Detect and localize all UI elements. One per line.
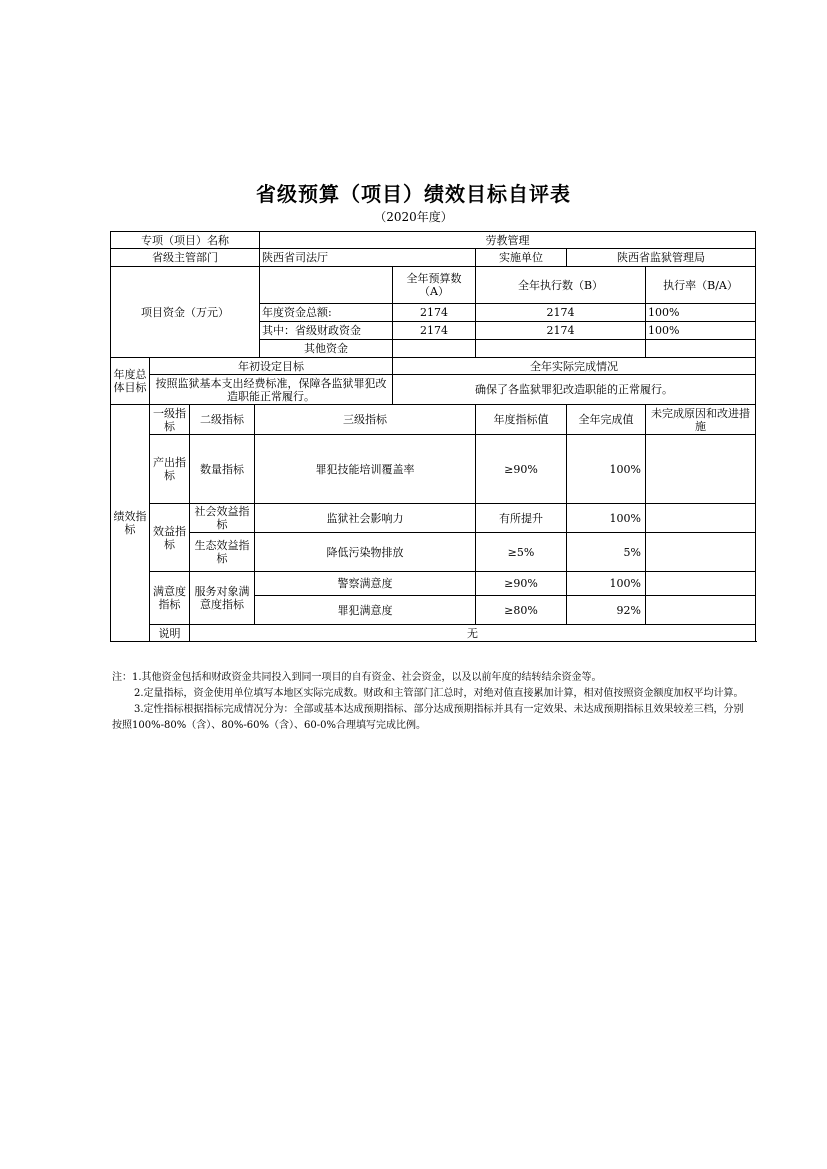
goal-set-header: 年初设定目标	[150, 358, 393, 375]
social-target: 有所提升	[476, 504, 567, 533]
exec-header: 全年执行数（B）	[476, 267, 646, 304]
target-header: 年度指标值	[476, 405, 567, 435]
goal-done-header: 全年实际完成情况	[393, 358, 756, 375]
funds-blank	[260, 267, 393, 304]
table-row	[111, 572, 756, 596]
satisfaction-label: 满意度指标	[150, 572, 190, 625]
table-row	[111, 375, 756, 405]
lvl3-header: 三级指标	[255, 405, 476, 435]
footnote-1: 注：1.其他资金包括和财政资金共同投入到同一项目的自有资金、社会资金，以及以前年度的结转结余资金等。	[112, 672, 602, 683]
note-label: 说明	[150, 625, 190, 642]
footnotes	[112, 670, 752, 734]
table-row	[111, 267, 756, 304]
eco-reason	[646, 533, 756, 572]
prisoner-item: 罪犯满意度	[255, 596, 476, 625]
table-row	[111, 405, 756, 435]
goal-label: 年度总体目标	[111, 358, 150, 405]
prisoner-target: ≥80%	[476, 596, 567, 625]
table-row	[111, 504, 756, 533]
social-item: 监狱社会影响力	[255, 504, 476, 533]
goal-set: 按照监狱基本支出经费标准，保障各监狱罪犯改造职能正常履行。	[150, 375, 393, 405]
output-label: 产出指标	[150, 435, 190, 504]
project-name-label: 专项（项目）名称	[111, 232, 260, 249]
lvl2-header: 二级指标	[190, 405, 255, 435]
project-name-value: 劳教管理	[260, 232, 756, 249]
quantity-label: 数量指标	[190, 435, 255, 504]
quantity-target: ≥90%	[476, 435, 567, 504]
table-row	[111, 232, 756, 249]
reason-header: 未完成原因和改进措施	[646, 405, 756, 435]
social-actual: 100%	[567, 504, 646, 533]
other-exec	[476, 340, 646, 358]
benefit-label: 效益指标	[150, 504, 190, 572]
social-label: 社会效益指标	[190, 504, 255, 533]
total-rate: 100%	[646, 304, 756, 322]
page-title: 省级预算（项目）绩效目标自评表	[256, 182, 571, 206]
actual-header: 全年完成值	[567, 405, 646, 435]
perf-label: 绩效指标	[111, 405, 150, 642]
quantity-reason	[646, 435, 756, 504]
table-row	[111, 358, 756, 375]
total-label: 年度资金总额:	[260, 304, 393, 322]
police-actual: 100%	[567, 572, 646, 596]
rate-header: 执行率（B/A）	[646, 267, 756, 304]
table-row	[111, 435, 756, 504]
dept-label: 省级主管部门	[111, 249, 260, 267]
eco-target: ≥5%	[476, 533, 567, 572]
footnote-3: 3.定性指标根据指标完成情况分为：全部或基本达成预期指标、部分达成预期指标并具有一定效果、未达成预期指标且效果较差三档，分别按照100%-80%（含）、80%-60%（含）、60-0%合理填写完成比例。	[112, 704, 744, 731]
eco-item: 降低污染物排放	[255, 533, 476, 572]
prisoner-actual: 92%	[567, 596, 646, 625]
total-exec: 2174	[476, 304, 646, 322]
quantity-actual: 100%	[567, 435, 646, 504]
note-value: 无	[190, 625, 756, 642]
page-subtitle: （2020年度）	[374, 210, 453, 224]
police-reason	[646, 572, 756, 596]
impl-label: 实施单位	[476, 249, 567, 267]
social-reason	[646, 504, 756, 533]
funds-label: 项目资金（万元）	[111, 267, 260, 358]
lvl1-header: 一级指标	[150, 405, 190, 435]
self-evaluation-table	[110, 231, 756, 642]
other-rate	[646, 340, 756, 358]
police-target: ≥90%	[476, 572, 567, 596]
fiscal-exec: 2174	[476, 322, 646, 340]
goal-done: 确保了各监狱罪犯改造职能的正常履行。	[393, 375, 756, 405]
impl-value: 陕西省监狱管理局	[567, 249, 756, 267]
other-label: 其他资金	[260, 340, 393, 358]
table-row	[111, 249, 756, 267]
quantity-item: 罪犯技能培训覆盖率	[255, 435, 476, 504]
fiscal-label: 其中：省级财政资金	[260, 322, 393, 340]
fiscal-budget: 2174	[393, 322, 476, 340]
eco-actual: 5%	[567, 533, 646, 572]
service-label: 服务对象满意度指标	[190, 572, 255, 625]
police-item: 警察满意度	[255, 572, 476, 596]
other-budget	[393, 340, 476, 358]
table-row	[111, 625, 756, 642]
prisoner-reason	[646, 596, 756, 625]
budget-header: 全年预算数（A）	[393, 267, 476, 304]
footnote-2: 2.定量指标，资金使用单位填写本地区实际完成数。财政和主管部门汇总时，对绝对值直接累加计算，相对值按照资金额度加权平均计算。	[134, 688, 744, 699]
fiscal-rate: 100%	[646, 322, 756, 340]
total-budget: 2174	[393, 304, 476, 322]
dept-value: 陕西省司法厅	[260, 249, 476, 267]
eco-label: 生态效益指标	[190, 533, 255, 572]
table-row	[111, 533, 756, 572]
